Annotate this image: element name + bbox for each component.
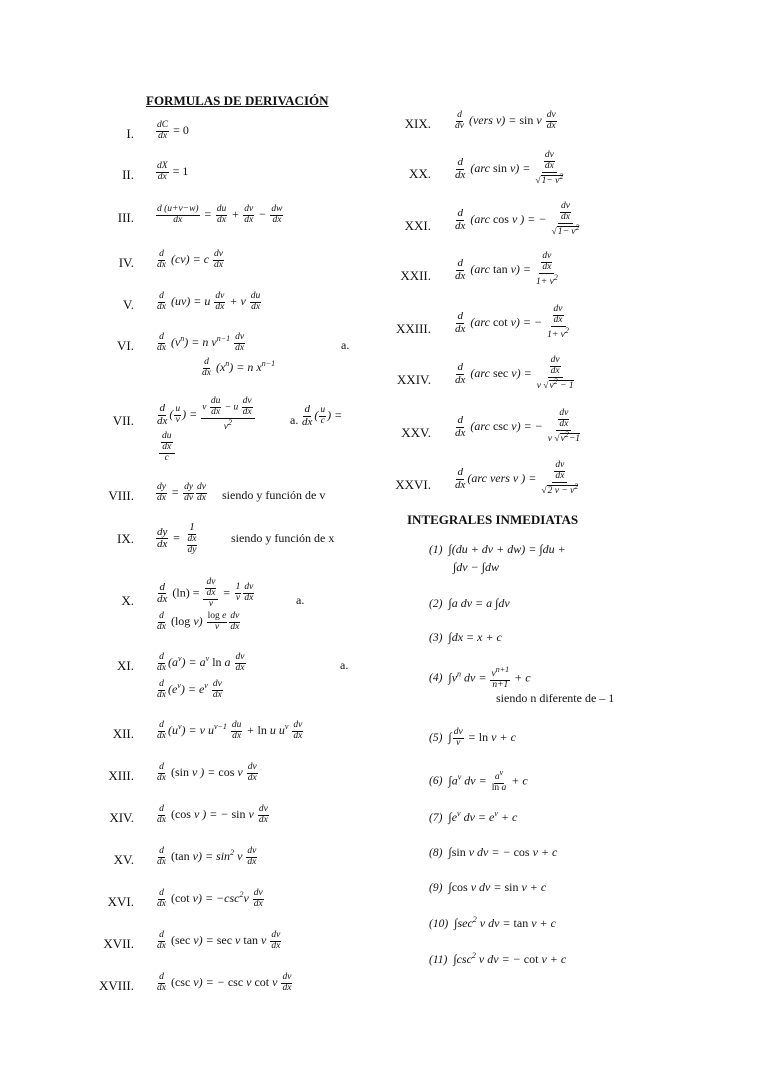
- integral-formula: (2) ∫a dv = a ∫dv: [429, 596, 510, 610]
- integral-formula: (8) ∫sin v dv = − cos v + c: [429, 845, 558, 859]
- formula-number: XIX.: [404, 116, 431, 131]
- formula: $\frac{d (u+v-w)}{dx}$ = $\frac{du}{dx}$ + $\frac{dv}{dx}$ − $\frac{dw}{dx}$: [157, 204, 283, 225]
- formula-number: IV.: [118, 255, 134, 270]
- integral-number: (5): [429, 732, 443, 745]
- integral-number: (10): [429, 918, 449, 930]
- integral-number: (2): [429, 598, 443, 610]
- formula: $\frac{dX}{dx}$ = 1: [157, 161, 189, 182]
- integral-formula: (9) ∫cos v dv = sin v + c: [429, 880, 547, 894]
- formula: $\frac{d}{dx}$ (log v) $\frac{\text{log e}}{v}$ $\frac{dv}{dx}$: [157, 611, 240, 632]
- formula-number: VI.: [117, 338, 134, 353]
- formula: $\frac{d}{dv}$ (vers v) = sin v $\frac{dv}{dx}$: [455, 110, 556, 131]
- formula-note: siendo y función de v: [222, 488, 326, 502]
- integral-number: (7): [429, 812, 443, 824]
- integral-formula: (4) $\int v^n$ dv = $\frac{v^{n+1}}{n+1}$ + c: [429, 665, 531, 691]
- formula-number: II.: [122, 167, 134, 182]
- formula-number: XV.: [113, 852, 134, 867]
- formula-number: XXIII.: [395, 321, 431, 336]
- formula-number: XXI.: [404, 218, 431, 233]
- integral-number: (9): [429, 882, 443, 894]
- formula: $\frac{d}{dx}$ (arc tan v) = $\frac{\frac{dv}{dx}}{1+ v^2}$: [455, 251, 558, 288]
- sub-label: a.: [296, 593, 305, 607]
- formula: $\frac{d}{dx}$ $(u^v) = v$ $u^{v-1}$ $\frac{du}{dx}$ + ln u $u^v$ $\frac{dv}{dx}$: [157, 720, 303, 741]
- sub-label: a.: [341, 338, 350, 352]
- formula: $\frac{d}{dx}$ (cot $v) = -\csc^2v$ $\frac{dv}{dx}$: [157, 888, 263, 909]
- integral-number: (11): [429, 954, 448, 966]
- formula: $\frac{d}{dx}$ (sin v ) = cos v $\frac{dv}{dx}$: [157, 762, 257, 783]
- formula-number: XXIV.: [396, 372, 431, 387]
- integral-formula: (7) $\int e^v$ dv = $e^v + c$: [429, 809, 518, 824]
- integral-formula: (11) $\int\csc^2$ v dv = − cot v + c: [429, 951, 567, 966]
- formula-number: XVIII.: [98, 978, 134, 993]
- formula: $\frac{dy}{dx}$ = $\frac{dy}{dv}$ $\frac{dv}{dx}$: [157, 482, 207, 503]
- formula-number: XII.: [112, 726, 134, 741]
- formula: $\frac{d}{dx}$ (ln) = $\frac{\frac{dv}{dx}}{v}$ = $\frac{1}{v}$ $\frac{dv}{dx}$: [157, 577, 254, 609]
- integral-formula: (6) $\int a^v$ dv = $\frac{a^v}{\text{ln a}}$ + c: [429, 768, 528, 794]
- integral-formula: ∫dv − ∫dw: [453, 560, 500, 574]
- formula-note: siendo y función de x: [231, 531, 335, 545]
- formula: $\frac{d}{dx}$ (csc v) = − csc v cot v $\frac{dv}{dx}$: [157, 972, 292, 993]
- formula: $\frac{d}{dx}$ ( $\frac{u}{c}$ ) =: [302, 403, 343, 428]
- formula-number: XVI.: [107, 894, 134, 909]
- formula-number: XIV.: [109, 810, 134, 825]
- formula: $\frac{d}{dx}$ $(x^n) = n$ $x^{n-1}$: [202, 357, 276, 378]
- formula: $\frac{d}{dx}$ $(e^v) = e^v$ $\frac{dv}{dx}$: [157, 679, 222, 700]
- section-title: INTEGRALES INMEDIATAS: [407, 512, 579, 527]
- formula: $\frac{d}{dx}$ (arc csc v) = − $\frac{\frac{dv}{dx}}{v √v^2-1}$: [455, 408, 580, 445]
- formula-number: XX.: [408, 166, 431, 181]
- formula-number: IX.: [117, 531, 134, 546]
- formula-number: VII.: [112, 413, 134, 428]
- formula-number: V.: [123, 297, 134, 312]
- formula-number: III.: [117, 210, 134, 225]
- formula-note: siendo n diferente de – 1: [496, 691, 615, 705]
- formula: $\frac{d}{dx}$ ( $\frac{u}{v}$ ) = v $\frac{du}{dx}$ − u $\frac{dv}{dx}$ $v^2$: [155, 397, 256, 433]
- formula: $\frac{\frac{du}{dx}}{c}$: [158, 432, 176, 464]
- sub-label: a.: [340, 658, 349, 672]
- formula-number: VIII.: [108, 488, 134, 503]
- integral-formula: (10) $\int\sec^2$ v dv = tan v + c: [429, 915, 556, 930]
- page-title: FORMULAS DE DERIVACIÓN: [146, 93, 329, 108]
- formula-number: X.: [121, 593, 134, 608]
- formula: $\frac{d}{dx}$ (arc sin v) = $\frac{\frac{dv}{dx}}{√1- v^2}$: [455, 150, 564, 187]
- integral-number: (4): [429, 672, 443, 685]
- formula-number: XXII.: [400, 268, 431, 283]
- integral-formula: (3) ∫dx = x + c: [429, 630, 502, 644]
- integral-number: (6): [429, 775, 443, 788]
- formula: $\frac{dC}{dx}$ = 0: [157, 120, 189, 141]
- formula: $\frac{d}{dx}$ (arc cos v ) = − $\frac{\frac{dv}{dx}}{√1- v^2}$: [455, 201, 580, 238]
- formula: $\frac{d}{dx}$ (arc cot v) = − $\frac{\frac{dv}{dx}}{1+ v^2}$: [455, 304, 569, 341]
- formula: $\frac{d}{dx}$ (tan $v) = \sin^2 v$ $\frac{dv}{dx}$: [157, 846, 257, 867]
- formula: $\frac{d}{dx}$ $(v^n) = n$ $v^{n-1}$ $\frac{dv}{dx}$: [157, 332, 245, 353]
- sub-label: a.: [290, 413, 299, 427]
- formula: $\frac{d}{dx}$ (arc sec v) = $\frac{\frac{dv}{dx}}{v √v^2 - 1}$: [455, 355, 574, 392]
- formula-number: XI.: [117, 658, 134, 673]
- formula: $\frac{d}{dx}$ (arc vers v ) = $\frac{\frac{dv}{dx}}{√2 v - v^2}$: [455, 460, 579, 497]
- formula: $\frac{d}{dx}$ $(a^v) = a^v$ ln a $\frac{dv}{dx}$: [157, 652, 245, 673]
- formula-number: XXVI.: [395, 477, 431, 492]
- formula: $\frac{d}{dx}$ (cv) = c $\frac{dv}{dx}$: [157, 249, 224, 270]
- formula-number: XXV.: [401, 425, 431, 440]
- integral-number: (1): [429, 544, 443, 556]
- integral-formula: (5) ∫ $\frac{dv}{v}$ = ln v + c: [429, 727, 516, 748]
- formula: $\frac{d}{dx}$ (sec v) = sec v tan v $\frac{dv}{dx}$: [157, 930, 281, 951]
- formula-number: XVII.: [103, 936, 134, 951]
- integral-formula: (1) ∫(du + dv + dw) = ∫du +: [429, 542, 566, 556]
- formula-number: XIII.: [108, 768, 134, 783]
- formula: $\frac{dy}{dx}$ = $\frac{1}{\frac{dx}{dy}}$: [157, 521, 197, 555]
- formula: $\frac{d}{dx}$ (cos v ) = − sin v $\frac{dv}{dx}$: [157, 804, 268, 825]
- formula: $\frac{d}{dx}$ (uv) = u $\frac{dv}{dx}$ + v $\frac{du}{dx}$: [157, 291, 261, 312]
- formula-number: I.: [126, 126, 134, 141]
- integral-number: (8): [429, 847, 443, 859]
- integral-number: (3): [429, 632, 443, 644]
